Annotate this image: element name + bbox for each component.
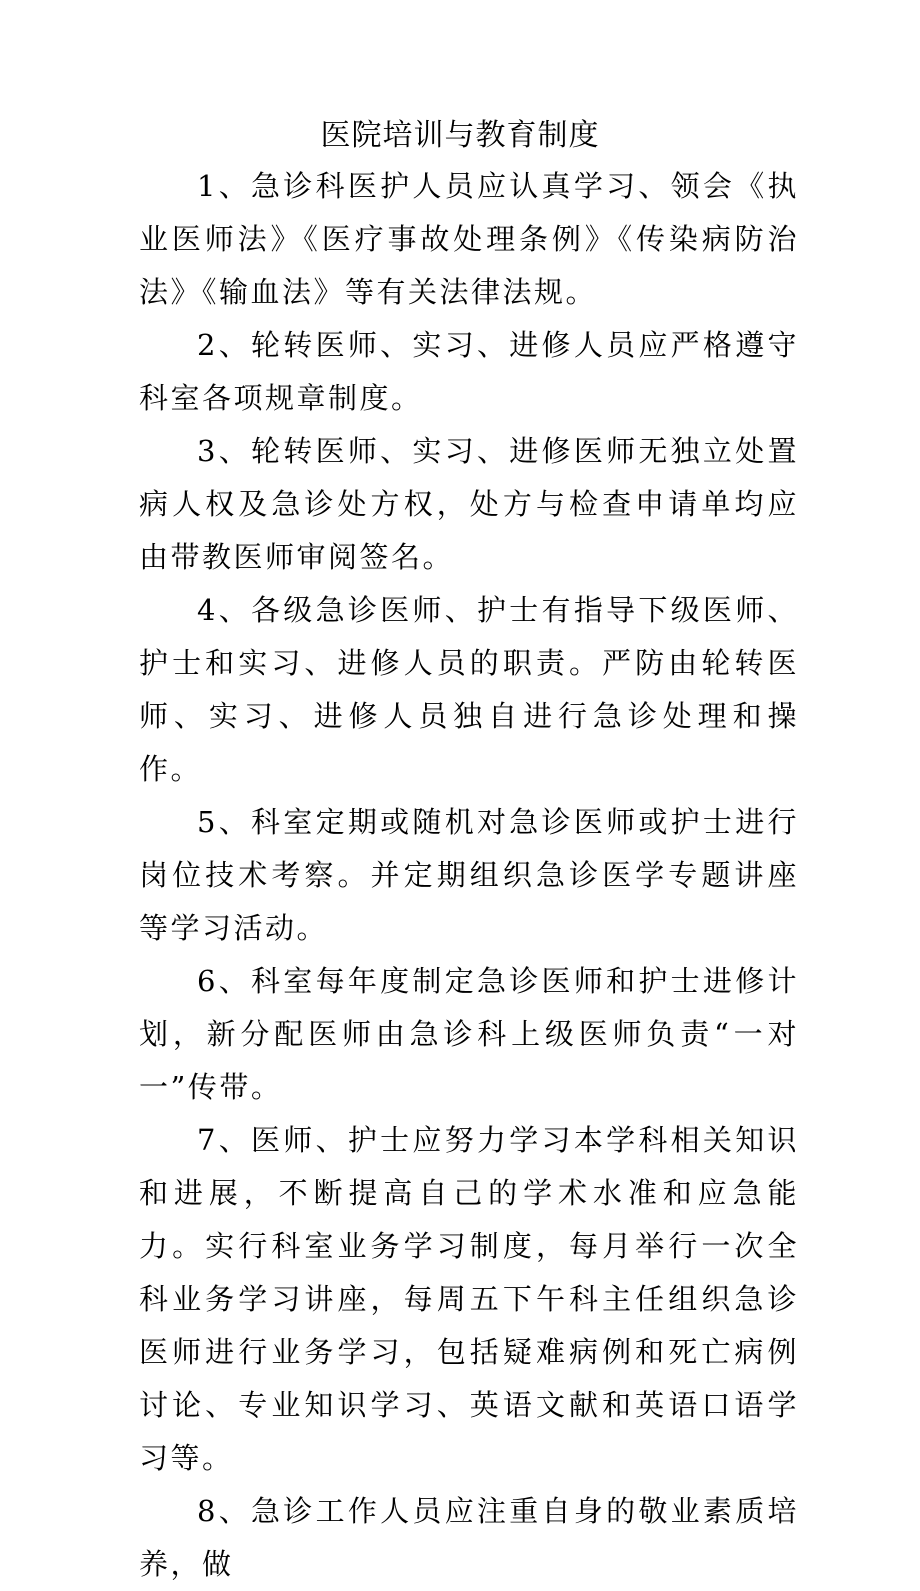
paragraph-1: 1、急诊科医护人员应认真学习、领会《执业医师法》《医疗事故处理条例》《传染病防治法》《输血法》等有关法律法规。: [139, 169, 799, 309]
paragraph-5: 5、科室定期或随机对急诊医师或护士进行岗位技术考察。并定期组织急诊医学专题讲座等学习活动。: [139, 805, 799, 945]
paragraph-8: 8、急诊工作人员应注重自身的敬业素质培养，做: [139, 1494, 799, 1581]
paragraph-6: 6、科室每年度制定急诊医师和护士进修计划，新分配医师由急诊科上级医师负责“一对一”传带。: [139, 964, 799, 1104]
document-body: [139, 160, 799, 1591]
paragraph-2: 2、轮转医师、实习、进修人员应严格遵守科室各项规章制度。: [139, 328, 799, 415]
paragraph-4: 4、各级急诊医师、护士有指导下级医师、护士和实习、进修人员的职责。严防由轮转医师、实习、进修人员独自进行急诊处理和操作。: [139, 593, 799, 786]
paragraph-3: 3、轮转医师、实习、进修医师无独立处置病人权及急诊处方权，处方与检查申请单均应由带教医师审阅签名。: [139, 434, 799, 574]
paragraph-7: 7、医师、护士应努力学习本学科相关知识和进展，不断提高自己的学术水准和应急能力。实行科室业务学习制度，每月举行一次全科业务学习讲座，每周五下午科主任组织急诊医师进行业务学习，包括疑难病例和死亡病例讨论、专业知识学习、英语文献和英语口语学习等。: [139, 1123, 799, 1475]
document-title: 医院培训与教育制度: [320, 118, 600, 153]
